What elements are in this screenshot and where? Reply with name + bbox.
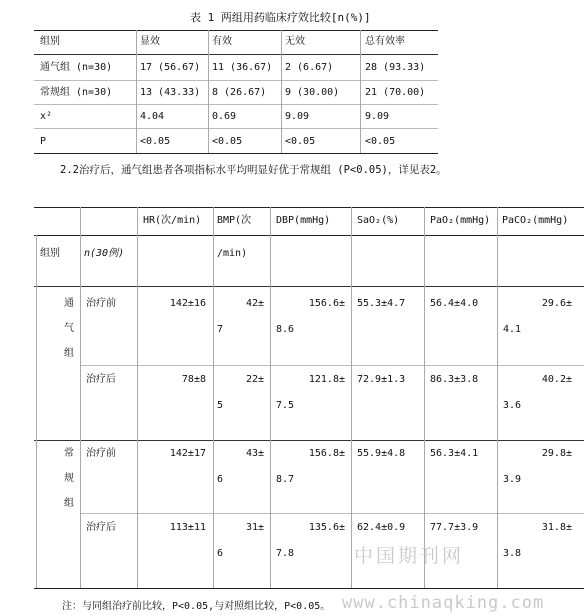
table2-hr-cell: 142±16 <box>169 298 206 309</box>
table1-header-cell: 显效 <box>140 36 160 47</box>
table2-dbp-cell-sd: 7.5 <box>276 400 295 411</box>
table2-dbp-cell-sd: 8.7 <box>276 474 295 485</box>
table1-row-rule <box>34 104 438 105</box>
table2-pao2-cell: 86.3±3.8 <box>430 374 479 385</box>
table2-group-name-char: 气 <box>64 323 74 334</box>
table1-header-cell: 有效 <box>212 36 232 47</box>
table2-group-rule <box>34 440 584 441</box>
table1-cell: <0.05 <box>212 136 243 147</box>
table2-header-rule <box>34 235 584 236</box>
table2-bmp-cell: 31± <box>245 522 264 533</box>
table2-group-name-char: 常 <box>64 448 74 459</box>
table2-paco2-cell: 29.6± <box>541 298 572 309</box>
table2-dbp-cell: 121.8± <box>308 374 345 385</box>
table2-dbp-cell-sd: 7.8 <box>276 548 295 559</box>
table2-paco2-cell-sd: 4.1 <box>503 324 522 335</box>
table2-header-sao2: SaO₂(%) <box>357 215 400 226</box>
table2-col-rule <box>424 207 425 588</box>
table2-bmp-cell: 43± <box>245 448 264 459</box>
table1-row-rule <box>34 80 438 81</box>
table2-row-rule <box>80 513 584 514</box>
table2-col-rule <box>213 207 214 588</box>
table2-header-hr: HR(次/min) <box>143 215 202 226</box>
table2-bmp-cell: 42± <box>245 298 264 309</box>
table1-cell: x² <box>40 111 53 122</box>
table1-cell: <0.05 <box>365 136 396 147</box>
table2-pao2-cell: 56.4±4.0 <box>430 298 479 309</box>
table2-header-pao2: PaO₂(mmHg) <box>430 215 491 226</box>
table1-header-cell: 总有效率 <box>365 36 405 47</box>
table2-col-rule <box>270 207 271 588</box>
table2-dbp-cell-sd: 8.6 <box>276 324 295 335</box>
table2-dbp-cell: 156.6± <box>308 298 345 309</box>
table2-header-n: n(30例) <box>84 248 125 259</box>
table2-sao2-cell: 72.9±1.3 <box>357 374 406 385</box>
table2-header-bottom-rule <box>34 286 584 287</box>
table1-cell: 13 (43.33) <box>140 87 201 98</box>
table2-header-bmp: BMP(次 <box>217 215 252 226</box>
table2-note: 注：与同组治疗前比较，P<0.05,与对照组比较，P<0.05。 <box>62 601 331 612</box>
watermark-url: www.chinaqking.com <box>342 593 545 613</box>
table2-header-group: 组别 <box>40 248 60 259</box>
table2-pao2-cell: 56.3±4.1 <box>430 448 479 459</box>
table1-cell: 9 (30.00) <box>285 87 340 98</box>
table2-paco2-cell-sd: 3.9 <box>503 474 522 485</box>
table1-bottom-rule <box>34 153 438 154</box>
table2-hr-cell: 113±11 <box>169 522 206 533</box>
table2-col-rule <box>137 207 138 588</box>
table1-col-rule <box>281 30 282 153</box>
table2-group-name-char: 规 <box>64 473 74 484</box>
table1-cell: 4.04 <box>140 111 165 122</box>
table1-cell: 0.69 <box>212 111 237 122</box>
watermark-cn: 中国期刊网 <box>354 545 465 567</box>
table1-cell: P <box>40 136 47 147</box>
table2-bmp-cell-sd: 5 <box>217 400 224 411</box>
table2-sao2-cell: 62.4±0.9 <box>357 522 406 533</box>
table2-group-name-char: 组 <box>64 348 74 359</box>
table1-cell: <0.05 <box>285 136 316 147</box>
table2-dbp-cell: 156.8± <box>308 448 345 459</box>
table2-top-rule <box>34 207 584 208</box>
table2-header-dbp: DBP(mmHg) <box>276 215 331 226</box>
table2-hr-cell: 78±8 <box>181 374 206 385</box>
table1-col-rule <box>208 30 209 153</box>
table2-bmp-cell-sd: 6 <box>217 548 224 559</box>
table1-header-cell: 组别 <box>40 36 60 47</box>
table2-col-rule <box>351 207 352 588</box>
table1-cell: 21 (70.00) <box>365 87 426 98</box>
table1-cell: 17 (56.67) <box>140 62 201 73</box>
table2-hr-cell: 142±17 <box>169 448 206 459</box>
table2-paco2-cell: 40.2± <box>541 374 572 385</box>
table2-bmp-cell-sd: 6 <box>217 474 224 485</box>
table1-cell: 9.09 <box>365 111 390 122</box>
table1-col-rule <box>136 30 137 153</box>
table1-cell: 11 (36.67) <box>212 62 273 73</box>
table2-bottom-rule <box>34 588 584 589</box>
table1-caption: 表 1 两组用药临床疗效比较[n(%)] <box>190 11 371 24</box>
table2-header-bmp-cont: /min) <box>217 248 248 259</box>
table2-sao2-cell: 55.9±4.8 <box>357 448 406 459</box>
table2-paco2-cell-sd: 3.6 <box>503 400 522 411</box>
table2-row-label: 治疗后 <box>86 374 116 385</box>
table2-sao2-cell: 55.3±4.7 <box>357 298 406 309</box>
table1-top-rule <box>34 30 438 31</box>
table1-cell: 8 (26.67) <box>212 87 267 98</box>
table1-cell: 9.09 <box>285 111 310 122</box>
table2-group-name-char: 组 <box>64 498 74 509</box>
table2-bmp-cell-sd: 7 <box>217 324 224 335</box>
table2-row-label: 治疗前 <box>86 298 116 309</box>
table2-header-paco2: PaCO₂(mmHg) <box>502 215 569 226</box>
table2-group-name-char: 通 <box>64 298 74 309</box>
table2-col-rule <box>80 207 81 588</box>
table1-cell: 通气组 (n=30) <box>40 62 113 73</box>
table1-header-cell: 无效 <box>285 36 305 47</box>
body-paragraph: 2.2治疗后，通气组患者各项指标水平均明显好优于常规组 (P<0.05)，详见表2。 <box>60 164 447 176</box>
table1-header-rule <box>34 54 438 55</box>
table2-bmp-cell: 22± <box>245 374 264 385</box>
table2-paco2-cell: 29.8± <box>541 448 572 459</box>
table2-paco2-cell: 31.8± <box>541 522 572 533</box>
table1-row-rule <box>34 128 438 129</box>
table1-col-rule <box>360 30 361 153</box>
table2-pao2-cell: 77.7±3.9 <box>430 522 479 533</box>
table1-cell: 28 (93.33) <box>365 62 426 73</box>
table2-col-rule <box>36 235 37 588</box>
table2-dbp-cell: 135.6± <box>308 522 345 533</box>
table2-row-label: 治疗前 <box>86 448 116 459</box>
table1-cell: 2 (6.67) <box>285 62 334 73</box>
table1-cell: 常规组 (n=30) <box>40 87 113 98</box>
table2-col-rule <box>497 207 498 588</box>
table2-row-label: 治疗后 <box>86 522 116 533</box>
table1-cell: <0.05 <box>140 136 171 147</box>
table2-row-rule <box>80 365 584 366</box>
table2-paco2-cell-sd: 3.8 <box>503 548 522 559</box>
